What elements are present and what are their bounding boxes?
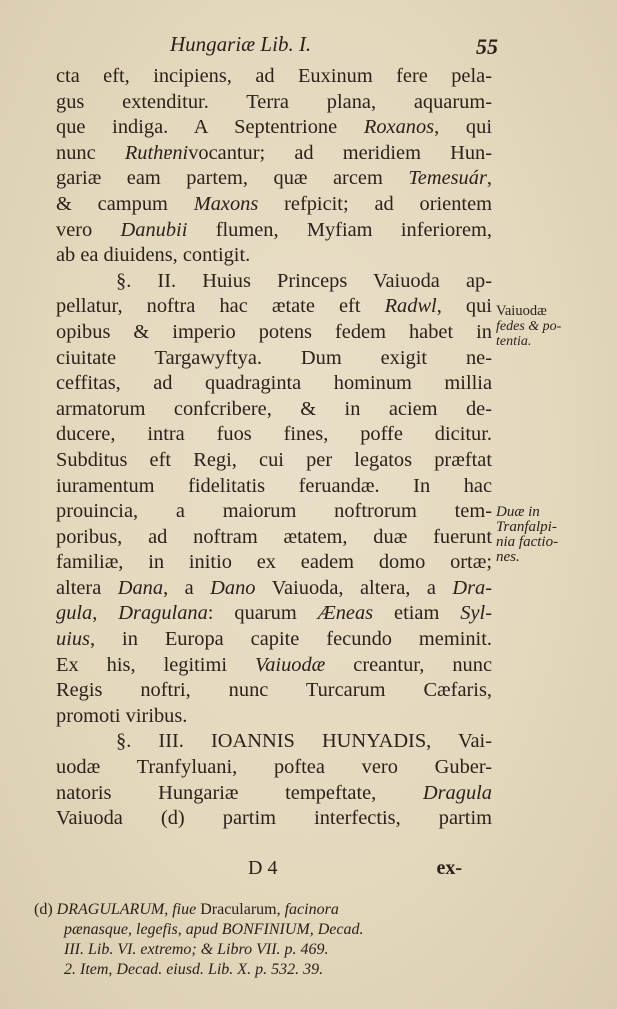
italic-text: III. Lib. VI. extremo; & Libro VII. p. 469. — [64, 941, 329, 958]
text-line — [56, 781, 492, 807]
text-line — [56, 755, 492, 781]
text-run: prouincia, a maiorum noftrorum tem- — [56, 500, 492, 523]
text-line — [56, 166, 492, 192]
text-line — [56, 397, 492, 423]
text-run: creantur, nunc — [325, 653, 492, 676]
italic-text: Ruthɐni — [124, 141, 189, 164]
text-run: Subditus eft Regi, cui per legatos præftat — [56, 448, 492, 471]
text-run: , — [164, 901, 173, 918]
text-run: ciuitate Targawyftya. Dum exigit ne- — [56, 346, 492, 369]
text-run: ducere, intra fuos fines, poffe dicitur. — [56, 423, 492, 446]
text-line — [56, 499, 492, 525]
margin-note-line: Tranfalpi- — [496, 519, 557, 535]
italic-text: Radwl — [384, 295, 437, 318]
text-run: etiam — [373, 602, 461, 625]
text-run: , qui — [434, 116, 492, 139]
text-run: gus extenditur. Terra plana, aquarum- — [56, 90, 492, 113]
footnote-line — [34, 920, 504, 940]
italic-text: Maxons — [193, 192, 259, 215]
catch-line — [56, 857, 492, 881]
page-number: 55 — [476, 34, 498, 59]
text-line — [56, 627, 492, 653]
text-run: Vaiuoda, altera, a — [255, 576, 453, 599]
text-run: refpicit; ad orientem — [258, 192, 492, 215]
text-run: altera — [56, 576, 118, 599]
text-line — [56, 422, 492, 448]
text-run: familiæ, in initio ex eadem domo ortæ; — [56, 551, 492, 574]
text-line — [56, 115, 492, 141]
margin-note-line: Duæ in — [496, 504, 540, 520]
text-run: nunc — [56, 141, 125, 164]
text-run: pellatur, noftra hac ætate eft — [56, 295, 385, 318]
text-line — [56, 346, 492, 372]
italic-text: pænasque, legefis, apud BONFINIUM, Decad. — [64, 921, 364, 938]
italic-text: Dragula — [422, 781, 492, 804]
text-run: , a — [163, 576, 211, 599]
footnote-line — [34, 960, 504, 980]
italic-text: Temesuár — [408, 167, 487, 190]
italic-text: Roxanos — [363, 116, 435, 139]
text-line — [56, 576, 492, 602]
text-run: , qui — [436, 295, 492, 318]
footnote — [34, 900, 504, 980]
text-run: , — [486, 167, 492, 190]
text-run: , — [92, 602, 119, 625]
italic-text: DRAGULARUM — [56, 901, 165, 918]
text-run: uodæ Tranfyluani, poftea vero Guber- — [56, 756, 492, 779]
text-run: vocantur; ad meridiem Hun- — [188, 141, 492, 164]
text-run: que indiga. A Septentrione — [56, 116, 364, 139]
running-title: Hungariæ Lib. I. — [170, 32, 312, 56]
margin-note-line: tentia. — [496, 334, 532, 349]
margin-note-factiones — [496, 505, 558, 565]
text-line — [56, 294, 492, 320]
text-line — [56, 64, 492, 90]
footnote-line — [34, 940, 504, 960]
italic-text: Dra- — [452, 576, 492, 599]
text-line — [56, 90, 492, 116]
text-line — [56, 678, 492, 704]
margin-note-line: nia factio- — [496, 534, 559, 550]
text-line — [56, 806, 492, 832]
text-run: poribus, ad noftram ætatem, duæ fuerunt — [56, 525, 492, 548]
signature-mark: D 4 — [248, 857, 278, 879]
italic-text: Dano — [210, 576, 256, 599]
text-run: gariæ eam partem, quæ arcem — [56, 167, 409, 190]
italic-text: uius — [56, 628, 90, 651]
text-run: armatorum confcribere, & in aciem de- — [56, 397, 492, 420]
page-header — [170, 32, 498, 62]
text-line — [56, 525, 492, 551]
text-run: cta eft, incipiens, ad Euxinum fere pela- — [56, 65, 492, 87]
text-run: vero — [56, 218, 121, 241]
text-line — [56, 474, 492, 500]
italic-text: fiue — [172, 901, 197, 918]
text-line — [56, 218, 492, 244]
text-run: ceffitas, ad quadraginta hominum millia — [56, 372, 492, 395]
text-line — [56, 704, 492, 730]
italic-text: Æneas — [317, 602, 374, 625]
text-line — [56, 601, 492, 627]
margin-note-line: nes. — [496, 549, 520, 565]
italic-text: 2. Item, Decad. eiusd. Lib. X. p. 532. 39. — [64, 961, 324, 978]
text-line — [56, 320, 492, 346]
text-run: ab ea diuidens, contigit. — [56, 244, 251, 267]
text-run: Dracularum, — [196, 901, 285, 918]
margin-note-line: Vaiuodæ — [496, 303, 547, 319]
text-run: iuramentum fidelitatis feruandæ. In hac — [56, 474, 492, 497]
catchword: ex- — [436, 857, 462, 879]
text-line — [56, 550, 492, 576]
italic-text: facinora — [284, 901, 339, 918]
text-run: promoti viribus. — [56, 704, 188, 727]
italic-text: Dana — [117, 576, 164, 599]
text-line — [56, 269, 492, 295]
text-run: Regis noftri, nunc Turcarum Cæfaris, — [56, 679, 492, 702]
margin-note-line: fedes & po- — [496, 319, 562, 334]
text-line — [56, 141, 492, 167]
text-line — [56, 448, 492, 474]
text-line — [56, 243, 492, 269]
text-run: , in Europa capite fecundo meminit. — [90, 628, 492, 651]
italic-text: Danubii — [120, 218, 188, 241]
text-run: §. III. IOANNIS HUNYADIS, Vai- — [116, 730, 492, 753]
text-line — [56, 371, 492, 397]
italic-text: Vaiuodæ — [255, 653, 326, 676]
text-run: & campum — [56, 192, 194, 215]
text-run: Vaiuoda (d) partim interfectis, partim — [56, 807, 492, 830]
text-line — [56, 653, 492, 679]
main-text — [56, 64, 492, 832]
text-run: : quarum — [207, 602, 318, 625]
text-run: opibus & imperio potens fedem habet in — [56, 320, 492, 343]
margin-note-vaiuodae — [496, 304, 561, 349]
italic-text: gula — [56, 602, 93, 625]
text-line — [56, 729, 492, 755]
text-run: §. II. Huius Princeps Vaiuoda ap- — [116, 269, 492, 292]
text-run: flumen, Myfiam inferiorem, — [187, 218, 492, 241]
footnote-line — [34, 900, 504, 920]
text-run: natoris Hungariæ tempeftate, — [56, 781, 423, 804]
text-run: (d) — [34, 901, 57, 918]
italic-text: Dragulana — [118, 602, 208, 625]
italic-text: Syl- — [460, 602, 492, 625]
text-run: Ex his, legitimi — [56, 653, 256, 676]
text-line — [56, 192, 492, 218]
